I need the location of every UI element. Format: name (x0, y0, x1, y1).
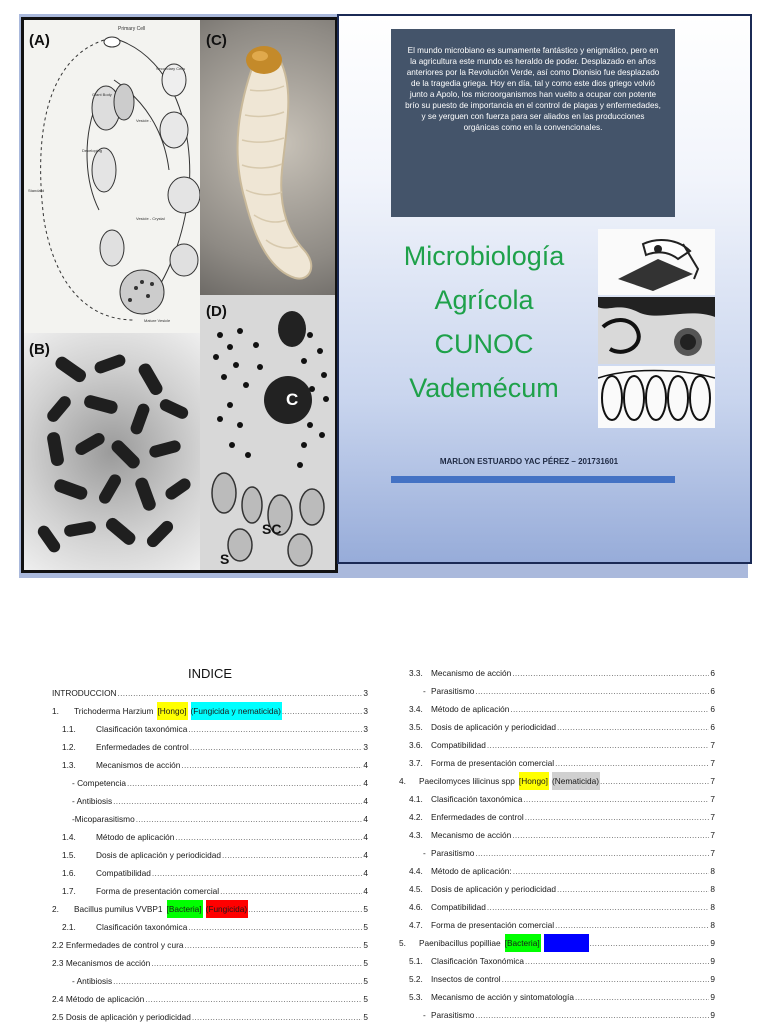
index-entry-label: Insectos de control (431, 974, 501, 984)
index-entry-number: 3.4. (409, 704, 423, 714)
index-entry-label: Mecanismo de acción y sintomatología (431, 992, 574, 1002)
sketch-nematode (598, 297, 715, 364)
dot-leader (152, 864, 362, 882)
index-entry-page: 5 (363, 994, 368, 1004)
index-entry-number: 5.1. (409, 956, 423, 966)
index-entry-label: Método de aplicación (96, 832, 175, 842)
index-entry[interactable] (52, 774, 368, 792)
sketch-spore-chain (598, 366, 715, 428)
dot-leader (188, 720, 362, 738)
index-entry[interactable] (399, 916, 715, 934)
index-entry-label: - Antibiosis (72, 976, 113, 986)
index-entry-label: Mecanismos de acción (96, 760, 181, 770)
index-entry-page: 5 (363, 958, 368, 968)
index-entry-page: 4 (363, 814, 368, 824)
index-entry-page: 5 (363, 922, 368, 932)
index-entry[interactable] (399, 970, 715, 988)
intro-text-box (391, 29, 675, 217)
index-entry-tag: (Insecticida) (544, 934, 590, 952)
index-entry[interactable] (52, 684, 368, 702)
dot-leader (502, 970, 710, 988)
index-entry[interactable] (52, 702, 368, 720)
index-entry-number: 4.5. (409, 884, 423, 894)
index-entry[interactable] (399, 808, 715, 826)
life-cycle-diagram (24, 20, 200, 333)
svg-text:Vesicle -: Vesicle - (136, 118, 152, 123)
index-entry-label: Dosis de aplicación y periodicidad (431, 884, 556, 894)
dot-leader (184, 936, 362, 954)
index-entry[interactable] (399, 934, 715, 952)
index-entry-number: 5.3. (409, 992, 423, 1002)
index-entry-label: Forma de presentación comercial (431, 920, 555, 930)
index-entry-page: 6 (710, 686, 715, 696)
index-entry[interactable] (52, 954, 368, 972)
dot-leader (151, 954, 362, 972)
dot-leader (510, 700, 709, 718)
dot-leader (113, 972, 362, 990)
index-entry-number: 4. (399, 776, 406, 786)
index-entry[interactable] (399, 790, 715, 808)
cover-title-panel (337, 14, 752, 564)
index-entry-label: Enfermedades de control (431, 812, 524, 822)
index-entry-page: 4 (363, 886, 368, 896)
index-entry-page: 9 (710, 956, 715, 966)
micrograph-label-c: C (286, 390, 299, 409)
index-entry-label: Mecanismo de acción (431, 668, 512, 678)
index-entry-page: 4 (363, 850, 368, 860)
cover-image-collage (21, 17, 338, 573)
index-entry[interactable] (399, 844, 715, 862)
dot-leader (282, 702, 362, 720)
index-entry-label: Dosis de aplicación y periodicidad (431, 722, 556, 732)
index-entry-number: 4.4. (409, 866, 423, 876)
dot-leader (523, 790, 709, 808)
index-entry-number: 3.7. (409, 758, 423, 768)
index-entry[interactable] (399, 664, 715, 682)
index-entry-number: 1. (52, 706, 59, 716)
index-entry[interactable] (399, 880, 715, 898)
index-entry-label: Compatibilidad (431, 902, 486, 912)
index-entry-page: 8 (710, 920, 715, 930)
dot-leader (589, 934, 709, 952)
index-entry[interactable] (399, 772, 715, 790)
index-entry-number: 4.1. (409, 794, 423, 804)
sketch-microscope (598, 229, 715, 295)
index-entry-number: 1.6. (62, 868, 76, 878)
index-entry-number: 1.1. (62, 724, 76, 734)
dot-leader (192, 1008, 363, 1026)
dot-leader (513, 862, 710, 880)
index-entry-number: 4.2. (409, 812, 423, 822)
dot-leader (600, 772, 709, 790)
index-entry-number: - (423, 1010, 426, 1020)
index-entry-number: - (423, 686, 426, 696)
dot-leader (575, 988, 709, 1006)
index-entry-page: 9 (710, 938, 715, 948)
svg-text:Mature Vesicle: Mature Vesicle (144, 318, 171, 323)
index-entry-page: 7 (710, 758, 715, 768)
dot-leader (136, 810, 363, 828)
index-entry[interactable] (399, 1006, 715, 1024)
decorative-bar (391, 476, 675, 483)
index-entry-label: Trichoderma Harzium (74, 706, 154, 716)
index-entry-label: 2.3 Mecanismos de acción (52, 958, 151, 968)
index-entry-number: 2. (52, 904, 59, 914)
grub-photo (200, 20, 335, 295)
index-entry-number: 1.5. (62, 850, 76, 860)
index-entry-label: Parasitismo (431, 686, 475, 696)
index-entry-label: 2.5 Dosis de aplicación y periodicidad (52, 1012, 191, 1022)
index-entry[interactable] (52, 828, 368, 846)
index-entry-page: 9 (710, 974, 715, 984)
dot-leader (127, 774, 362, 792)
index-entry-label: Parasitismo (431, 1010, 475, 1020)
dot-leader (557, 880, 709, 898)
index-entry[interactable] (399, 754, 715, 772)
svg-text:Standard: Standard (28, 188, 45, 193)
index-entry-label: Clasificación Taxonómica (431, 956, 524, 966)
index-entry-page: 4 (363, 778, 368, 788)
index-entry-label: INTRODUCCION (52, 688, 117, 698)
index-entry-label: - Antibiosis (72, 796, 113, 806)
title-line-1: Microbiología (403, 241, 565, 271)
author-line: MARLON ESTUARDO YAC PÉREZ – 201731601 (439, 457, 619, 466)
index-entry[interactable] (52, 720, 368, 738)
index-entry-number: 3.6. (409, 740, 423, 750)
dot-leader (525, 952, 709, 970)
rod-bacteria-drawing (24, 333, 200, 570)
index-entry-label: Dosis de aplicación y periodicidad (96, 850, 221, 860)
index-entry-number: 2.1. (62, 922, 76, 932)
index-entry[interactable] (399, 700, 715, 718)
index-title: INDICE (188, 666, 233, 681)
title-line-4: Vademécum (409, 373, 559, 403)
svg-text:Secondary Cells: Secondary Cells (156, 66, 186, 71)
index-entry-number: 1.2. (62, 742, 76, 752)
index-entry-label: Método de aplicación (431, 704, 510, 714)
index-entry-label: Paenibacillus popilliae (419, 938, 501, 948)
title-line-2: Agrícola (434, 285, 534, 315)
spore-chain-sketch-drawing (598, 366, 715, 428)
index-entry-label: - Competencia (72, 778, 126, 788)
index-entry-page: 5 (363, 904, 368, 914)
index-entry[interactable] (52, 738, 368, 756)
index-entry-page: 5 (363, 940, 368, 950)
index-column-right (399, 664, 715, 1024)
panel-label-d: (D) (206, 303, 227, 320)
svg-text:Developing: Developing (82, 148, 103, 153)
index-entry-number: 4.7. (409, 920, 423, 930)
dot-leader (557, 718, 709, 736)
index-entry[interactable] (52, 936, 368, 954)
index-entry-number: 1.7. (62, 886, 76, 896)
dot-leader (175, 828, 362, 846)
index-entry-number: 4.6. (409, 902, 423, 912)
dot-leader (487, 736, 709, 754)
index-entry-page: 4 (363, 760, 368, 770)
index-entry-tag: [Bacteria] (505, 934, 541, 952)
dot-leader (145, 990, 362, 1008)
index-entry[interactable] (399, 826, 715, 844)
dot-leader (118, 684, 363, 702)
index-entry-tag: [Hongo] (519, 772, 549, 790)
index-entry[interactable] (52, 810, 368, 828)
index-entry-tag: (Nematicida) (552, 772, 600, 790)
micrograph-label-sc: SC (262, 521, 282, 537)
dot-leader (525, 808, 710, 826)
index-entry[interactable] (52, 792, 368, 810)
index-entry[interactable] (52, 918, 368, 936)
index-entry-page: 5 (363, 1012, 368, 1022)
index-entry-label: Parasitismo (431, 848, 475, 858)
dot-leader (555, 916, 709, 934)
index-entry-label: 2.2 Enfermedades de control y cura (52, 940, 184, 950)
index-entry-label: Bacillus pumilus VVBP1 (74, 904, 163, 914)
index-entry-page: 7 (710, 812, 715, 822)
dot-leader (220, 882, 362, 900)
index-entry-page: 4 (363, 832, 368, 842)
index-entry[interactable] (52, 864, 368, 882)
index-entry-label: Forma de presentación comercial (431, 758, 555, 768)
index-entry[interactable] (52, 756, 368, 774)
index-entry-label: Compatibilidad (96, 868, 151, 878)
index-entry-label: Clasificación taxonómica (96, 724, 188, 734)
svg-text:Vesicle - Crystal: Vesicle - Crystal (136, 216, 165, 221)
index-entry-tag: (Fungicida y nematicida) (191, 702, 282, 720)
dot-leader (475, 1006, 709, 1024)
index-entry-page: 7 (710, 794, 715, 804)
index-entry-page: 6 (710, 722, 715, 732)
index-entry-label: Clasificación taxonómica (96, 922, 188, 932)
dot-leader (248, 900, 362, 918)
index-entry-page: 4 (363, 868, 368, 878)
index-entry[interactable] (52, 882, 368, 900)
index-entry[interactable] (399, 682, 715, 700)
dot-leader (190, 738, 363, 756)
index-entry-label: Enfermedades de control (96, 742, 189, 752)
index-entry-page: 3 (363, 688, 368, 698)
panel-label-b: (B) (29, 341, 50, 358)
index-entry[interactable] (399, 862, 715, 880)
nematode-sketch-drawing (598, 297, 715, 364)
index-entry-number: 1.4. (62, 832, 76, 842)
index-entry[interactable] (52, 900, 368, 918)
index-entry-tag: [Bacteria] (167, 900, 203, 918)
index-entry-page: 7 (710, 776, 715, 786)
microscope-sketch-drawing (598, 229, 715, 295)
panel-label-a: (A) (29, 32, 50, 49)
index-entry-page: 7 (710, 740, 715, 750)
index-entry[interactable] (52, 846, 368, 864)
index-entry-tag: [Hongo] (157, 702, 187, 720)
cover-title (359, 234, 609, 410)
index-entry-page: 3 (363, 724, 368, 734)
index-entry-label: Clasificación taxonómica (431, 794, 523, 804)
bacteria-micrograph (24, 333, 200, 570)
dot-leader (487, 898, 709, 916)
index-entry-page: 9 (710, 1010, 715, 1020)
cover-page (19, 14, 748, 578)
index-entry[interactable] (399, 736, 715, 754)
panel-label-c: (C) (206, 32, 227, 49)
index-entry-label: Forma de presentación comercial (96, 886, 220, 896)
index-entry-label: Paecilomyces lilicinus spp (419, 776, 515, 786)
index-entry-page: 3 (363, 742, 368, 752)
title-line-3: CUNOC (434, 329, 534, 359)
index-entry[interactable] (52, 990, 368, 1008)
index-column-left (52, 684, 368, 1026)
index-entry-label: Mecanismo de acción (431, 830, 512, 840)
dot-leader (475, 682, 709, 700)
index-entry-page: 6 (710, 704, 715, 714)
index-entry-page: 6 (710, 668, 715, 678)
index-entry-number: 3.3. (409, 668, 423, 678)
svg-text:Giant Body: Giant Body (92, 92, 112, 97)
dot-leader (188, 918, 362, 936)
index-entry-page: 4 (363, 796, 368, 806)
index-entry-label: -Micoparasitismo (72, 814, 135, 824)
dot-leader (222, 846, 362, 864)
index-entry-number: - (423, 848, 426, 858)
index-entry-page: 5 (363, 976, 368, 986)
index-entry[interactable] (52, 972, 368, 990)
index-entry-page: 8 (710, 902, 715, 912)
index-entry-number: 5. (399, 938, 406, 948)
grub-illustration (200, 20, 335, 295)
intro-text: El mundo microbiano es sumamente fantástico y enigmático, pero en la agricultura este mundo es heraldo de poder. Desplazado en años anteriores por la Revolución Verde, así como Dionisio fue desplazado de la tragedia griega. Hoy en día, tal y como este dios griego volvió junto a Apolo, los microorganismos han vuelto a ocupar con potente brío su puesto de importancia en el control de plagas y enfermedades, y se yerguen con fuerza para ser aliados en las producciones orgánicas como en la convencionales. (405, 46, 661, 132)
dot-leader (512, 664, 709, 682)
index-entry-page: 8 (710, 884, 715, 894)
index-entry-page: 7 (710, 830, 715, 840)
index-entry[interactable] (399, 898, 715, 916)
index-entry-page: 9 (710, 992, 715, 1002)
index-entry-label: Método de aplicación: (431, 866, 512, 876)
index-entry-number: 3.5. (409, 722, 423, 732)
index-entry[interactable] (399, 718, 715, 736)
index-entry[interactable] (399, 952, 715, 970)
index-entry-page: 3 (363, 706, 368, 716)
svg-text:Primary Cell: Primary Cell (118, 26, 146, 32)
diagram-drawing (24, 20, 200, 333)
dot-leader (475, 844, 709, 862)
dot-leader (555, 754, 709, 772)
dot-leader (181, 756, 362, 774)
index-entry-label: Compatibilidad (431, 740, 486, 750)
index-entry-label: 2.4 Método de aplicación (52, 994, 145, 1004)
index-entry[interactable] (399, 988, 715, 1006)
index-entry-number: 1.3. (62, 760, 76, 770)
index-entry-page: 8 (710, 866, 715, 876)
dot-leader (512, 826, 709, 844)
dot-leader (113, 792, 362, 810)
index-entry-number: 5.2. (409, 974, 423, 984)
index-entry[interactable] (52, 1008, 368, 1026)
index-entry-number: 4.3. (409, 830, 423, 840)
index-entry-page: 7 (710, 848, 715, 858)
micrograph-label-s: S (220, 551, 230, 567)
tem-micrograph (200, 295, 335, 570)
index-entry-tag: (Fungicida) (206, 900, 249, 918)
